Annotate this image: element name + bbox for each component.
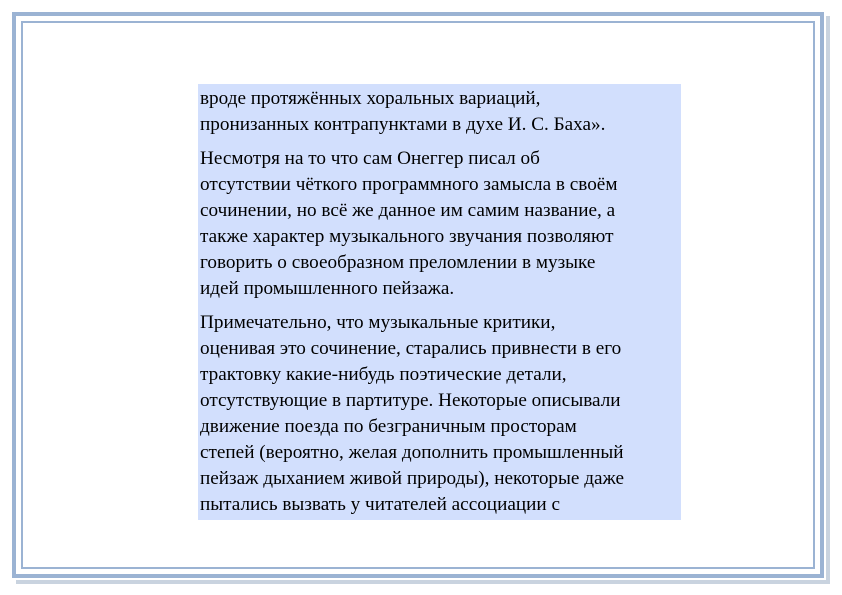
text-line: степей (вероятно, желая дополнить промышленный xyxy=(200,442,624,463)
text-line: говорить о своеобразном преломлении в музыке xyxy=(200,252,596,273)
text-line: отсутствующие в партитуре. Некоторые описывали xyxy=(200,390,621,411)
text-line: Несмотря на то что сам Онеггер писал об xyxy=(200,148,540,169)
text-line: оценивая это сочинение, старались привнести в его xyxy=(200,338,622,359)
paragraph-3 xyxy=(200,310,679,518)
text-line: идей промышленного пейзажа. xyxy=(200,278,455,299)
text-line: также характер музыкального звучания позволяют xyxy=(200,226,614,247)
text-line: сочинении, но всё же данное им самим название, а xyxy=(200,200,616,221)
text-line: Примечательно, что музыкальные критики, xyxy=(200,312,556,333)
frame-shadow-right xyxy=(826,16,830,582)
text-line: отсутствии чёткого программного замысла в своём xyxy=(200,174,618,195)
text-line: трактовку какие-нибудь поэтические детали, xyxy=(200,364,567,385)
text-line: движение поезда по безграничным просторам xyxy=(200,416,577,437)
paragraph-2 xyxy=(200,146,679,302)
text-line: пытались вызвать у читателей ассоциации с xyxy=(200,494,560,515)
frame-shadow-bottom xyxy=(16,580,830,584)
text-block xyxy=(198,84,681,520)
text-line: вроде протяжённых хоральных вариаций, xyxy=(200,88,541,109)
paragraph-1 xyxy=(200,86,679,138)
text-line: пронизанных контрапунктами в духе И. С. Баха». xyxy=(200,114,606,135)
text-line: пейзаж дыханием живой природы), некоторые даже xyxy=(200,468,625,489)
